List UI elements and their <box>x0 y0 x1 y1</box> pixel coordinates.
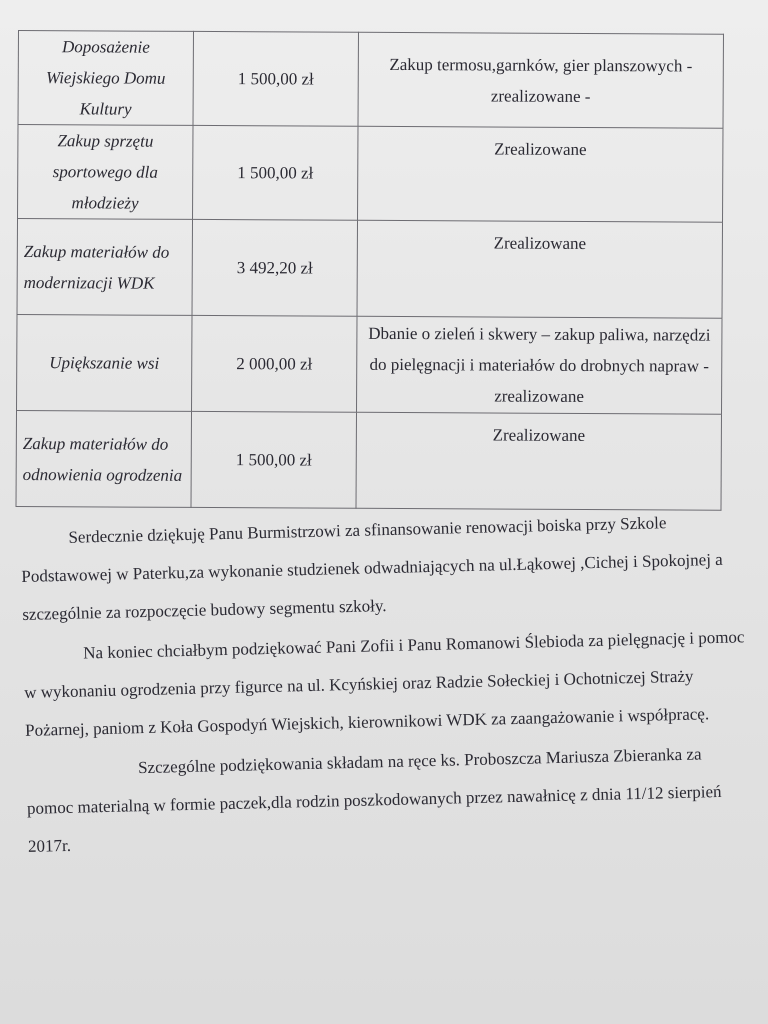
status-cell: Zrealizowane <box>356 412 721 510</box>
status-cell: Dbanie o zieleń i skwery – zakup paliwa, narzędzi do pielęgnacji i materiałów do drobnych napraw - zrealizowane <box>357 316 722 414</box>
amount-cell: 1 500,00 zł <box>191 411 357 508</box>
amount-cell: 2 000,00 zł <box>192 315 358 412</box>
status-cell: Zrealizowane <box>358 126 723 222</box>
task-name-cell: Zakup materiałów do odnowienia ogrodzenia <box>16 410 192 507</box>
status-cell: Zakup termosu,garnków, gier planszowych - zrealizowane - <box>358 32 723 128</box>
task-name-cell: Zakup materiałów do modernizacji WDK <box>17 219 193 316</box>
table-row <box>17 314 722 414</box>
table-row <box>17 219 722 319</box>
paragraph-thanks-mayor: Serdecznie dziękuję Panu Burmistrzowi za sfinansowanie renowacji boiska przy Szkole Podstawowej w Paterku,za wykonanie studzienek odwadniających na ul.Łąkowej ,Cichej i Spokojnej a szczególnie za rozpoczęcie budowy segmentu szkoły. <box>21 513 723 624</box>
paragraph-thanks-residents: Na koniec chciałbym podziękować Pani Zofii i Panu Romanowi Ślebioda za pielęgnację i pomoc w wykonaniu ogrodzenia przy figurce na ul. Kcyńskiej oraz Radzie Sołeckiej i Ochotniczej Straży Pożarnej, paniom z Koła Gospodyń Wiejskich, kierownikowi WDK za zaangażowanie i współpracę. <box>23 627 745 740</box>
amount-cell: 1 500,00 zł <box>193 125 358 220</box>
budget-table <box>16 30 724 511</box>
letter-body <box>20 502 753 866</box>
task-name-cell: Doposażenie Wiejskiego Domu Kultury <box>18 31 193 126</box>
amount-cell: 1 500,00 zł <box>193 31 358 126</box>
paragraph-thanks-parish: Szczególne podziękowania składam na ręce ks. Proboszcza Mariusza Zbieranka za pomoc materialną w formie paczek,dla rodzin poszkodowanych przez nawałnicę z dnia 11/12 sierpień 2017r. <box>26 744 722 856</box>
task-name-cell: Zakup sprzętu sportowego dla młodzieży <box>18 125 193 220</box>
table-row <box>16 410 721 510</box>
table-row <box>18 31 723 129</box>
table-row <box>18 125 723 223</box>
amount-cell: 3 492,20 zł <box>192 219 358 316</box>
status-cell: Zrealizowane <box>357 220 722 318</box>
task-name-cell: Upiększanie wsi <box>17 314 193 411</box>
